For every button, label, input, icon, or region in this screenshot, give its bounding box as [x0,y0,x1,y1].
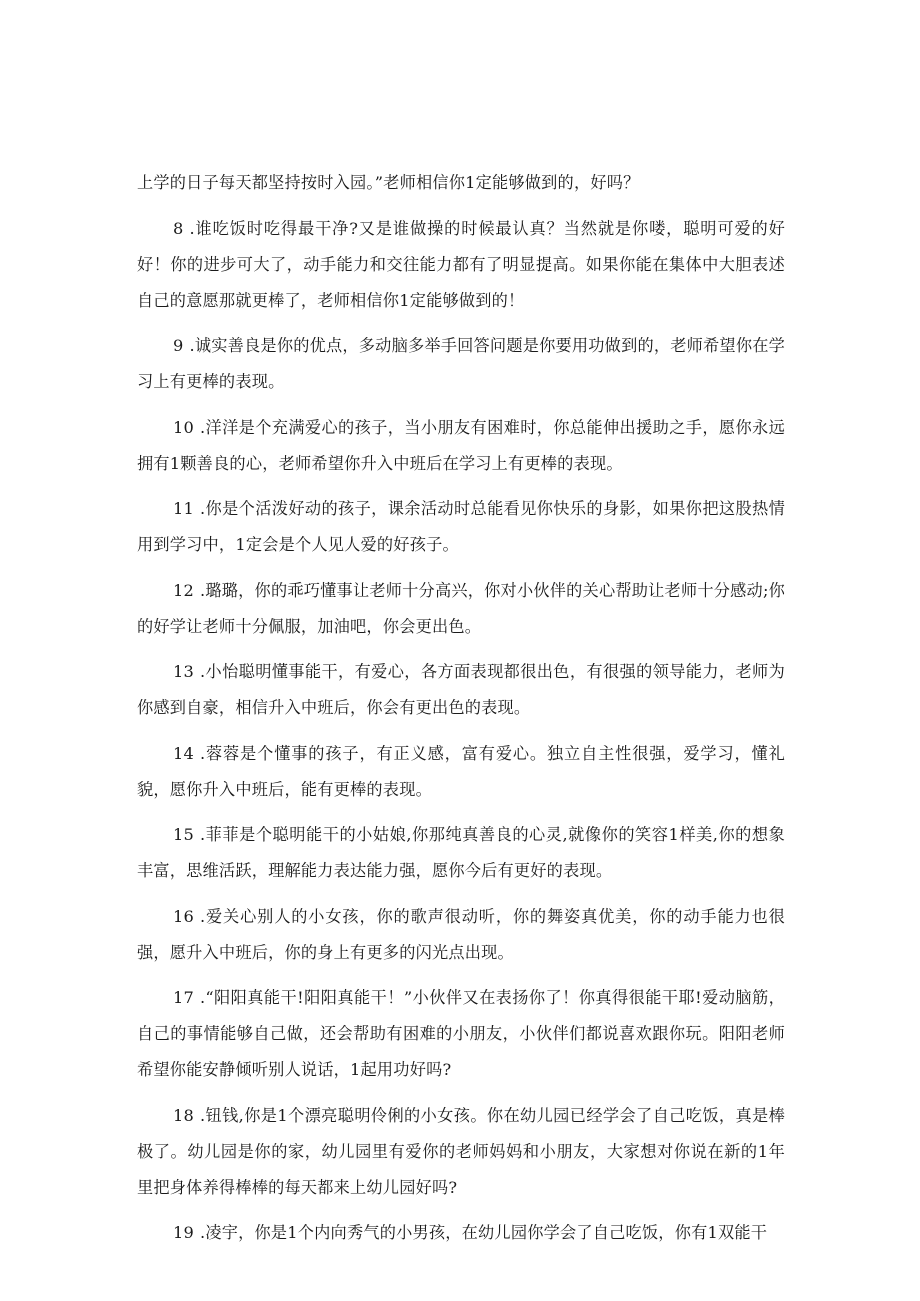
paragraph-number: 10 [173,417,194,437]
paragraph-number: 15 [173,825,194,844]
paragraph-8 [137,211,785,319]
document-body [137,165,785,1261]
paragraph-text: .谁吃饭时吃得最干净?又是谁做操的时候最认真？当然就是你喽，聪明可爱的好好！你的进步可大了，动手能力和交往能力都有了明显提高。如果你能在集体中大胆表述自己的意愿那就更棒了，老师相信你1定能够做到的！ [137,218,785,310]
paragraph-number: 19 [173,1223,194,1242]
paragraph-text: .爱关心别人的小女孩，你的歌声很动听，你的舞姿真优美，你的动手能力也很强，愿升入中班后，你的身上有更多的闪光点出现。 [137,906,785,962]
paragraph-9 [137,328,785,400]
paragraph-13 [137,654,785,726]
paragraph-text: .钮钱,你是1个漂亮聪明伶俐的小女孩。你在幼儿园已经学会了自己吃饭，真是棒极了。幼儿园是你的家，幼儿园里有爱你的老师妈妈和小朋友，大家想对你说在新的1年里把身体养得棒棒的每天都来上幼儿园好吗? [137,1105,785,1197]
paragraph-text: .璐璐，你的乖巧懂事让老师十分高兴，你对小伙伴的关心帮助让老师十分感动;你的好学让老师十分佩服，加油吧，你会更出色。 [137,580,785,636]
paragraph-number: 16 [173,906,194,926]
paragraph-number: 12 [173,580,194,600]
paragraph-10 [137,410,785,482]
paragraph-text: .蓉蓉是个懂事的孩子，有正义感，富有爱心。独立自主性很强，爱学习，懂礼貌，愿你升入中班后，能有更棒的表现。 [137,743,785,799]
paragraph-text: .洋洋是个充满爱心的孩子，当小朋友有困难时，你总能伸出援助之手，愿你永远拥有1颗善良的心，老师希望你升入中班后在学习上有更棒的表现。 [137,417,785,473]
paragraph-number: 13 [173,662,194,681]
paragraph-number: 14 [173,743,194,763]
paragraph-number: 8 [173,218,184,238]
paragraph-11 [137,491,785,563]
paragraph-text: .诚实善良是你的优点，多动脑多举手回答问题是你要用功做到的，老师希望你在学习上有更棒的表现。 [137,336,785,391]
paragraph-number: 17 [173,988,194,1007]
paragraph-number: 9 [173,336,184,355]
paragraph-12 [137,573,785,645]
paragraph-text: .“阳阳真能干!阳阳真能干！”小伙伴又在表扬你了！你真得很能干耶!爱动脑筋，自己的事情能够自己做，还会帮助有困难的小朋友，小伙伴们都说喜欢跟你玩。阳阳老师希望你能安静倾听别人说话，1起用功好吗? [137,988,785,1079]
paragraph-number: 18 [173,1105,194,1125]
paragraph-text: .菲菲是个聪明能干的小姑娘,你那纯真善良的心灵,就像你的笑容1样美,你的想象丰富，思维活跃，理解能力表达能力强，愿你今后有更好的表现。 [137,825,785,880]
paragraph-text: .你是个活泼好动的孩子，课余活动时总能看见你快乐的身影，如果你把这股热情用到学习中，1定会是个人见人爱的好孩子。 [137,499,785,554]
paragraph-17 [137,980,785,1088]
paragraph-text: .小怡聪明懂事能干，有爱心，各方面表现都很出色，有很强的领导能力，老师为你感到自豪，相信升入中班后，你会有更出色的表现。 [137,662,785,717]
paragraph-16 [137,899,785,971]
paragraph-14 [137,736,785,808]
paragraph-text: .凌宇，你是1个内向秀气的小男孩，在幼儿园你学会了自己吃饭，你有1双能干 [200,1223,768,1242]
continuation-paragraph: 上学的日子每天都坚持按时入园。”老师相信你1定能够做到的，好吗？ [137,173,640,192]
paragraph-number: 11 [173,499,194,518]
paragraph-15 [137,817,785,889]
paragraph-18 [137,1098,785,1206]
paragraph-19 [137,1215,785,1251]
